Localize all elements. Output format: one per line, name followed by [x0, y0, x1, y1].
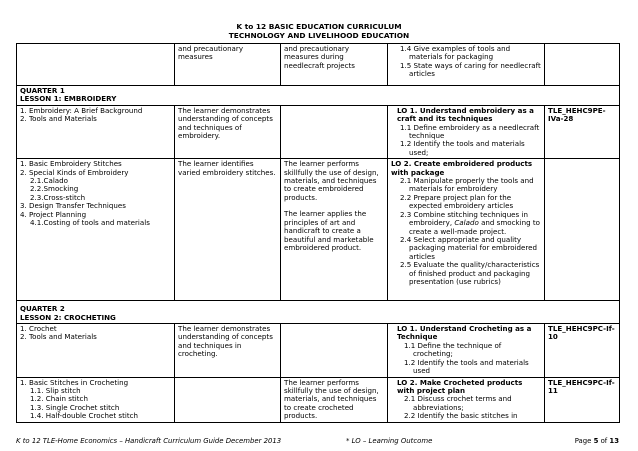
content-item: 1. Basic Embroidery Stitches: [20, 159, 122, 169]
lo-item: 1.4 Give examples of tools and materials for packaging: [400, 44, 511, 62]
lo-item: 2.2 Prepare project plan for the expected embroidery articles: [400, 192, 514, 211]
content-item: 1. Crochet: [20, 324, 57, 334]
lo-item: 1.2 Identify the tools and materials used;: [400, 139, 525, 157]
content-item: 1. Embroidery: A Brief Background: [20, 105, 143, 115]
content-standard-cell: The learner identifies varied embroidery stitches.: [175, 159, 281, 301]
content-standard-cell: The learner demonstrates understanding of concepts and techniques of embroidery.: [175, 105, 281, 158]
quarter-heading-cell: [17, 86, 620, 106]
curriculum-table: [16, 43, 620, 423]
performance-standard-cell: The learner performs skillfully the use of design, materials, and techniques to create crocheted products.: [281, 377, 388, 422]
content-cell: [17, 377, 175, 422]
lo-title: LO 1. Understand embroidery as a craft and its techniques: [397, 105, 534, 124]
content-subitem: 2.3.Cross-stitch: [30, 192, 86, 202]
table-row: [17, 105, 620, 158]
content-cell: [17, 159, 175, 301]
quarter-title: QUARTER 1: [20, 86, 65, 95]
code-cell: [545, 44, 620, 86]
footer-document-title: K to 12 TLE-Home Economics – Handicraft Curriculum Guide December 2013: [16, 437, 282, 445]
learning-competency-cell: [388, 105, 545, 158]
code-cell: [545, 159, 620, 301]
performance-standard-cell: [281, 105, 388, 158]
table-row: [17, 324, 620, 377]
content-standard-cell: [175, 377, 281, 422]
lo-item: 2.2 Identify the basic stitches in: [404, 411, 518, 421]
header-title: K to 12 BASIC EDUCATION CURRICULUM: [236, 22, 402, 31]
performance-standard-cell: and precautionary measures during needlecraft projects: [281, 44, 388, 86]
lo-item: 1.1 Define embroidery as a needlecraft technique: [400, 122, 540, 141]
quarter-heading-row: [17, 301, 620, 324]
content-item: 1. Basic Stitches in Crocheting: [20, 377, 129, 387]
content-cell: [17, 105, 175, 158]
code-cell: TLE_HEHC9PC-If-11: [545, 377, 620, 422]
learning-competency-cell: [388, 324, 545, 377]
learning-competency-cell: [388, 159, 545, 301]
content-subitem: 4.1.Costing of tools and materials: [30, 218, 150, 228]
learning-competency-cell: [388, 377, 545, 422]
lo-item: 2.1 Manipulate properly the tools and materials for embroidery: [400, 176, 534, 194]
lo-title: LO 2. Create embroidered products with package: [391, 159, 533, 177]
content-subitem: 1.3. Single Crochet stitch: [30, 402, 120, 412]
content-standard-cell: The learner demonstrates understanding of concepts and techniques in crocheting.: [175, 324, 281, 377]
content-cell: [17, 44, 175, 86]
performance-standard-cell: [281, 159, 388, 301]
document-header: [0, 0, 638, 40]
content-item: 2. Special Kinds of Embroidery: [20, 167, 129, 177]
lo-item: 2.1 Discuss crochet terms and abbreviations;: [404, 394, 512, 412]
content-standard-cell: and precautionary measures: [175, 44, 281, 86]
performance-text: The learner performs skillfully the use of design, materials, and techniques to create embroidered products.: [284, 159, 379, 202]
table-row: [17, 159, 620, 301]
content-cell: [17, 324, 175, 377]
lo-item: 1.2 Identify the tools and materials used: [404, 357, 529, 376]
lo-item: 1.5 State ways of caring for needlecraft articles: [400, 60, 541, 79]
content-item: 2. Tools and Materials: [20, 114, 97, 124]
performance-standard-cell: [281, 324, 388, 377]
table-row: [17, 377, 620, 422]
content-item: 2. Tools and Materials: [20, 332, 97, 342]
content-subitem: 1.4. Half-double Crochet stitch: [30, 411, 139, 421]
footer-legend: * LO – Learning Outcome: [346, 437, 433, 445]
quarter-title: QUARTER 2: [20, 304, 65, 314]
table-row: [17, 44, 620, 86]
content-subitem: 1.1. Slip stitch: [30, 385, 81, 395]
code-cell: TLE_HEHC9PE-IVa-28: [545, 105, 620, 158]
performance-text: The learner applies the principles of art and handicraft to create a beautiful and marketable embroidered product.: [284, 209, 374, 252]
lesson-title: LESSON 2: CROCHETING: [20, 312, 116, 322]
quarter-heading-row: [17, 86, 620, 106]
lo-title: LO 1. Understand Crocheting as a Technique: [397, 324, 532, 342]
lo-title: LO 2. Make Crocheted products with project plan: [397, 377, 523, 395]
header-subtitle: TECHNOLOGY AND LIVELIHOOD EDUCATION: [228, 31, 410, 40]
lo-item: 1.1 Define the technique of crocheting;: [404, 340, 502, 359]
lo-item: 2.4 Select appropriate and quality packaging material for embroidered articles: [400, 234, 538, 261]
content-item: 3. Design Transfer Techniques: [20, 201, 126, 211]
content-subitem: 1.2. Chain stitch: [30, 394, 88, 404]
lesson-title: LESSON 1: EMBROIDERY: [20, 94, 117, 104]
learning-competency-cell: [388, 44, 545, 86]
quarter-heading-cell: [17, 301, 620, 324]
content-subitem: 2.1.Calado: [30, 176, 68, 186]
code-cell: TLE_HEHC9PC-If-10: [545, 324, 620, 377]
content-subitem: 2.2.Smocking: [30, 184, 79, 194]
lo-item: 2.5 Evaluate the quality/characteristics of finished product and packaging presentation (use rubrics): [400, 260, 540, 286]
content-item: 4. Project Planning: [20, 209, 87, 219]
page-number: Page 5 of 13: [574, 437, 619, 445]
lo-item: 2.3 Combine stitching techniques in embroidery, Calado and smocking to create a well-made project.: [400, 209, 540, 236]
